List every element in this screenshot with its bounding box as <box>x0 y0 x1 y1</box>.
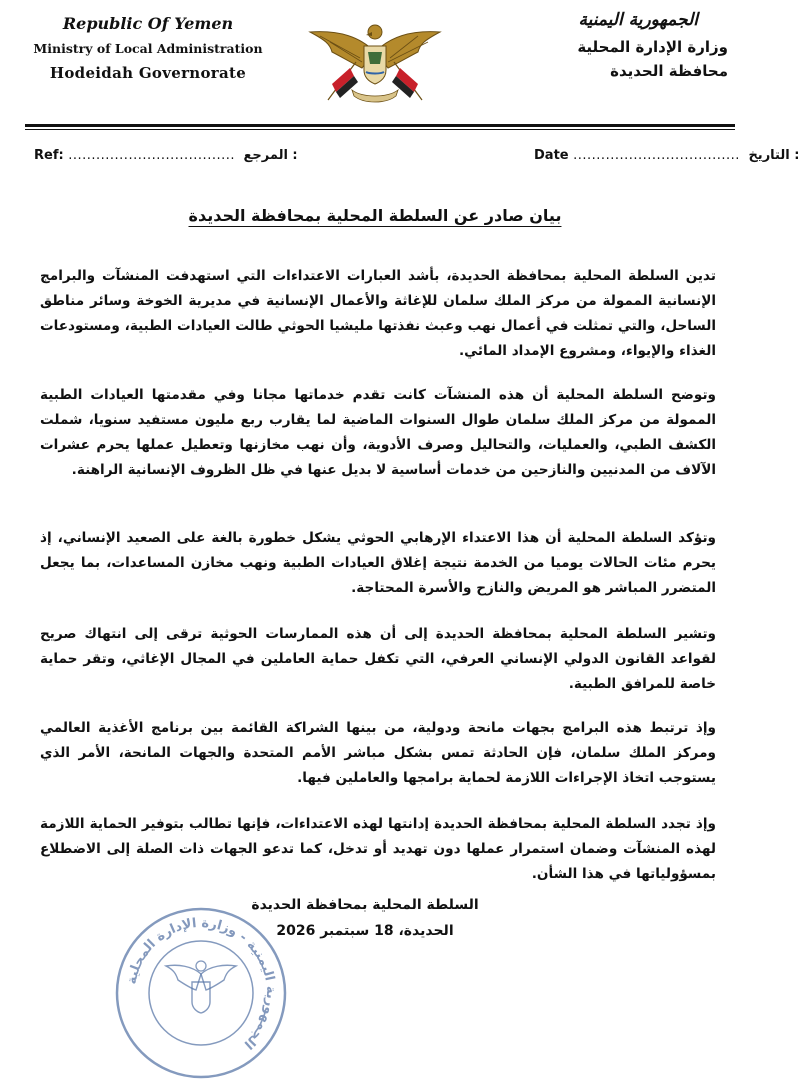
date-label-ar: التاريخ : <box>748 148 799 163</box>
country-name-en: Republic Of Yemen <box>62 14 234 33</box>
body-paragraph: وتوضح السلطة المحلية أن هذه المنشآت كانت تقدم خدماتها مجانا وفي مقدمتها العيادات الطبية الممولة من مركز الملك سلمان طوال السنوات الماضية لما يقارب ربع مليون مستفيد سنويا، شملت الكشف الطبي، والعمليات، والتحاليل وصرف الأدوية، وأن نهب مخازنها وتعطيل عملها يحرم عشرات الآلاف من المدنيين والنازحين من خدمات أساسية لا بديل عنها في ظل الظروف الإنسانية الراهنة. <box>40 387 716 478</box>
english-header <box>28 14 268 82</box>
body-paragraph: وإذ ترتبط هذه البرامج بجهات مانحة ودولية، من بينها الشراكة القائمة بين برنامج الأغذية العالمي ومركز الملك سلمان، فإن الحادثة تمس بشكل مباشر الأمم المتحدة والجهات المانحة، الأمر الذي يستوجب اتخاذ الإجراءات اللازمة لحماية برامجها والعاملين فيها. <box>40 720 716 786</box>
official-stamp-icon <box>112 904 290 1082</box>
eagle-emblem-icon <box>300 12 450 112</box>
ministry-name-en: Ministry of Local Administration <box>33 41 263 56</box>
ministry-name-ar: وزارة الإدارة المحلية <box>577 38 728 56</box>
header-divider-thick <box>25 124 735 127</box>
issuer-signature: السلطة المحلية بمحافظة الحديدة <box>251 897 479 913</box>
date-label: Date <box>534 148 569 163</box>
statement-title <box>0 206 750 225</box>
governorate-name-ar: محافظة الحديدة <box>610 62 728 80</box>
stamp-ring-text: الجمهورية اليمنية - وزارة الإدارة المحلية <box>124 915 279 1052</box>
body-paragraph: تدين السلطة المحلية بمحافظة الحديدة، بأشد العبارات الاعتداءات التي استهدفت المنشآت والبرامج الإنسانية الممولة من مركز الملك سلمان للإغاثة والأعمال الإنسانية في مديرية الخوخة وسائر مناطق الساحل، والتي تمثلت في أعمال نهب وعبث نفذتها مليشيا الحوثي طالت العيادات الطبية، ومستودعات الغذاء والإيواء، ومشروع الإمداد المائي. <box>40 268 716 359</box>
arabic-header <box>508 10 728 80</box>
statement-title-text: بيان صادر عن السلطة المحلية بمحافظة الحديدة <box>188 206 562 225</box>
country-name-ar: الجمهورية اليمنية <box>578 10 698 30</box>
svg-text:الجمهورية اليمنية - وزارة الإد <box>125 916 279 1052</box>
body-paragraph: وإذ تجدد السلطة المحلية بمحافظة الحديدة إدانتها لهذه الاعتداءات، فإنها تطالب بتوفير الحماية اللازمة لهذه المنشآت وضمان استمرار عملها دون تهديد أو تدخل، كما تدعو الجهات ذات الصلة إلى الاضطلاع بمسؤولياتها في هذا الشأن. <box>40 816 716 882</box>
date-field <box>534 148 799 163</box>
ref-dots: .................................... <box>68 148 235 163</box>
header-divider-thin <box>25 129 735 130</box>
body-paragraph: وتشير السلطة المحلية بمحافظة الحديدة إلى أن هذه الممارسات الحوثية ترقى إلى انتهاك صريح لقواعد القانون الدولي الإنساني العرفي، التي تكفل حماية العاملين في المجال الإغاثي، وتقر حماية خاصة للمرافق الطبية. <box>40 626 716 692</box>
place-date: الحديدة، 18 سبتمبر 2026 <box>276 923 454 939</box>
governorate-name-en: Hodeidah Governorate <box>49 64 247 82</box>
date-dots: .................................... <box>573 148 740 163</box>
ref-label-ar: المرجع : <box>243 148 298 163</box>
reference-field <box>34 148 298 163</box>
body-paragraph: وتؤكد السلطة المحلية أن هذا الاعتداء الإرهابي الحوثي يشكل خطورة بالغة على الصعيد الإنساني، إذ يحرم مئات الحالات يوميا من الخدمة نتيجة إغلاق العيادات الطبية ونهب مخازن المساعدات، بما يجعل المتضرر المباشر هو المريض والنازح والأسرة المحتاجة. <box>40 530 716 596</box>
ref-label: Ref: <box>34 148 64 163</box>
